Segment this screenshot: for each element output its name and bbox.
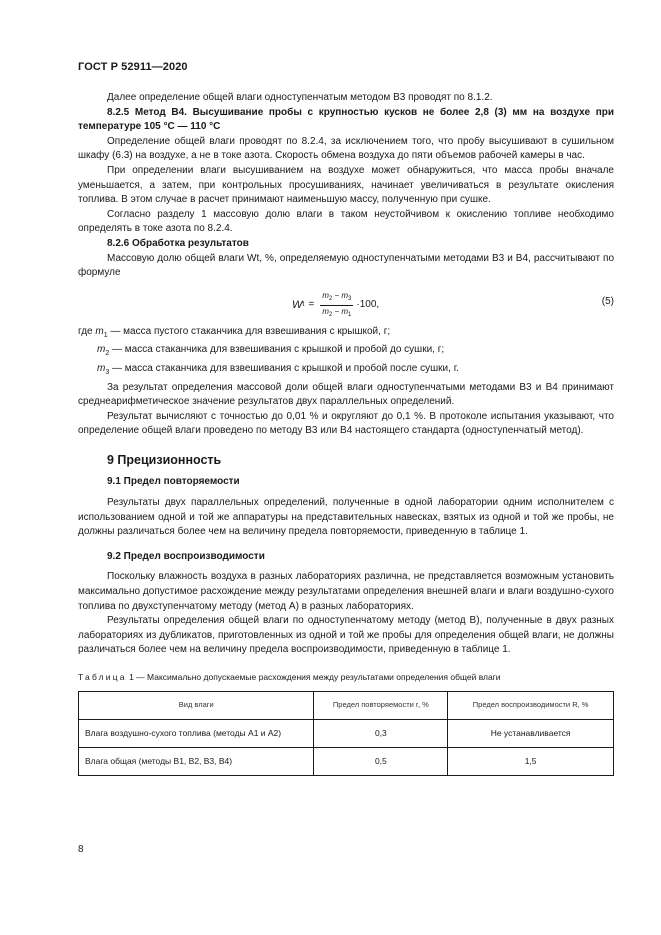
formula-sub: 2 xyxy=(328,295,333,302)
legend-text: — масса стаканчика для взвешивания с крышкой и пробой до сушки, г; xyxy=(109,344,445,356)
table-header-cell: Вид влаги xyxy=(79,691,314,719)
table-header-row xyxy=(79,691,614,719)
formula-equals: = xyxy=(308,298,315,310)
paragraph: Поскольку влажность воздуха в разных лабораториях различна, не представляется возможным установить максимально допустимое расхождение между результатами определения внешней влаги и влаги воздушно-сухого топлива по двухступенчатому методу (метод А) в разных лабораториях. xyxy=(78,571,614,612)
formula-var: m xyxy=(322,290,329,300)
table-row xyxy=(79,719,614,747)
legend-var: m xyxy=(97,362,106,374)
precision-table xyxy=(78,691,614,776)
formula-sub: 2 xyxy=(328,311,333,318)
table-header-cell: Предел воспроизводимости R, % xyxy=(448,691,614,719)
table-cell: 0,3 xyxy=(314,719,448,747)
formula-lhs: W xyxy=(292,298,303,311)
formula-var: m xyxy=(322,306,329,316)
formula-expression xyxy=(292,291,379,320)
formula-5 xyxy=(78,287,614,321)
page-content xyxy=(78,91,614,776)
formula-lhs-sub: t xyxy=(302,300,305,308)
legend-var: m xyxy=(97,344,106,356)
standard-header: ГОСТ Р 52911—2020 xyxy=(78,61,188,73)
formula-tail: ·100, xyxy=(356,298,380,310)
paragraph: При определении влаги высушиванием на воздухе может обнаружиться, что масса пробы вначале уменьшается, а затем, при контрольных просушиваниях, начинает увеличиваться в результате окисления топлива. В этом случае в расчет принимают наименьшую массу, полученную при сушке. xyxy=(78,164,614,206)
page-number: 8 xyxy=(78,844,84,855)
formula-denominator xyxy=(320,306,353,320)
paragraph: Согласно разделу 1 массовую долю влаги в таком неустойчивом к окислению топливе необходимо определять в токе азота по 8.2.4. xyxy=(78,208,614,235)
paragraph: За результат определения массовой доли общей влаги одноступенчатыми методами В3 и В4 принимают среднеарифметическое значение результатов двух параллельных определений. xyxy=(78,381,614,408)
table-cell: 0,5 xyxy=(314,747,448,775)
subsection-title-9-1: 9.1 Предел повторяемости xyxy=(107,476,240,488)
clause-title-8-2-6: 8.2.6 Обработка результатов xyxy=(107,237,249,249)
legend-sub: 2 xyxy=(105,350,110,358)
formula-number: (5) xyxy=(601,295,614,307)
legend-sub: 1 xyxy=(103,331,108,339)
table-cell: Влага общая (методы В1, В2, В3, В4) xyxy=(79,747,314,775)
table-row xyxy=(79,747,614,775)
clause-title-8-2-5: 8.2.5 Метод В4. Высушивание пробы с крупностью кусков не более 2,8 (3) мм на воздухе при температуре 105 °С — 110 °С xyxy=(78,106,614,133)
formula-var: m xyxy=(341,290,349,300)
subsection-title-9-2: 9.2 Предел воспроизводимости xyxy=(107,550,265,562)
table-caption-text: 1 — Максимально допускаемые расхождения между результатами определения общей влаги xyxy=(126,672,501,682)
legend-var: m xyxy=(95,325,104,337)
legend-row xyxy=(78,325,614,344)
formula-sub: 1 xyxy=(348,311,352,318)
paragraph: Далее определение общей влаги одноступенчатым методом В3 проводят по 8.1.2. xyxy=(107,92,493,103)
formula-var: m xyxy=(341,306,349,316)
table-cell: Не устанавливается xyxy=(448,719,614,747)
paragraph: Результат вычисляют с точностью до 0,01 % и округляют до 0,1 %. В протоколе испытания указывают, что определение общей влаги проведено по методу В3 или В4 настоящего стандарта (одноступенчатый метод). xyxy=(78,410,614,437)
formula-sub: 3 xyxy=(348,295,352,302)
paragraph: Результаты определения общей влаги по одноступенчатому методу (метод В), полученные в двух разных лабораториях из дубликатов, приготовленных из одной и той же пробы для определения общей влаги, не должны различаться более чем на величину предела воспроизводимости, приведенную в таблице 1. xyxy=(78,615,614,656)
table-caption-word: Таблица xyxy=(78,672,127,682)
section-title-9: 9 Прецизионность xyxy=(107,452,222,467)
legend-sub: 3 xyxy=(105,368,110,376)
paragraph: Определение общей влаги проводят по 8.2.4, за исключением того, что пробу высушивают в сушильном шкафу (6.3) на воздухе, а не в токе азота. Скорость обмена воздуха до пяти объемов рабочей камеры в час. xyxy=(78,135,614,162)
legend-row xyxy=(78,343,614,362)
formula-minus: − xyxy=(334,306,340,316)
table-header-cell: Предел повторяемости r, % xyxy=(314,691,448,719)
table-caption xyxy=(78,670,614,685)
legend-row xyxy=(78,362,614,381)
table-cell: Влага воздушно-сухого топлива (методы А1 и А2) xyxy=(79,719,314,747)
table-cell: 1,5 xyxy=(448,747,614,775)
legend-prefix: где xyxy=(78,325,96,337)
paragraph: Массовую долю общей влаги Wt, %, определяемую одноступенчатыми методами В3 и В4, рассчитывают по формуле xyxy=(78,252,614,279)
formula-fraction xyxy=(320,291,353,320)
formula-numerator xyxy=(320,291,353,306)
formula-minus: − xyxy=(334,290,340,300)
legend-text: — масса стаканчика для взвешивания с крышкой и пробой после сушки, г. xyxy=(109,362,459,374)
legend-text: — масса пустого стаканчика для взвешивания с крышкой, г; xyxy=(107,325,391,337)
formula-legend xyxy=(78,325,614,381)
paragraph: Результаты двух параллельных определений, полученные в одной лаборатории одним исполнителем с использованием одной и той же аппаратуры на представительных навесках, взятых из одной и той же пробы, не должны различаться более чем на величину предела повторяемости, приведенную в таблице 1. xyxy=(78,497,614,538)
